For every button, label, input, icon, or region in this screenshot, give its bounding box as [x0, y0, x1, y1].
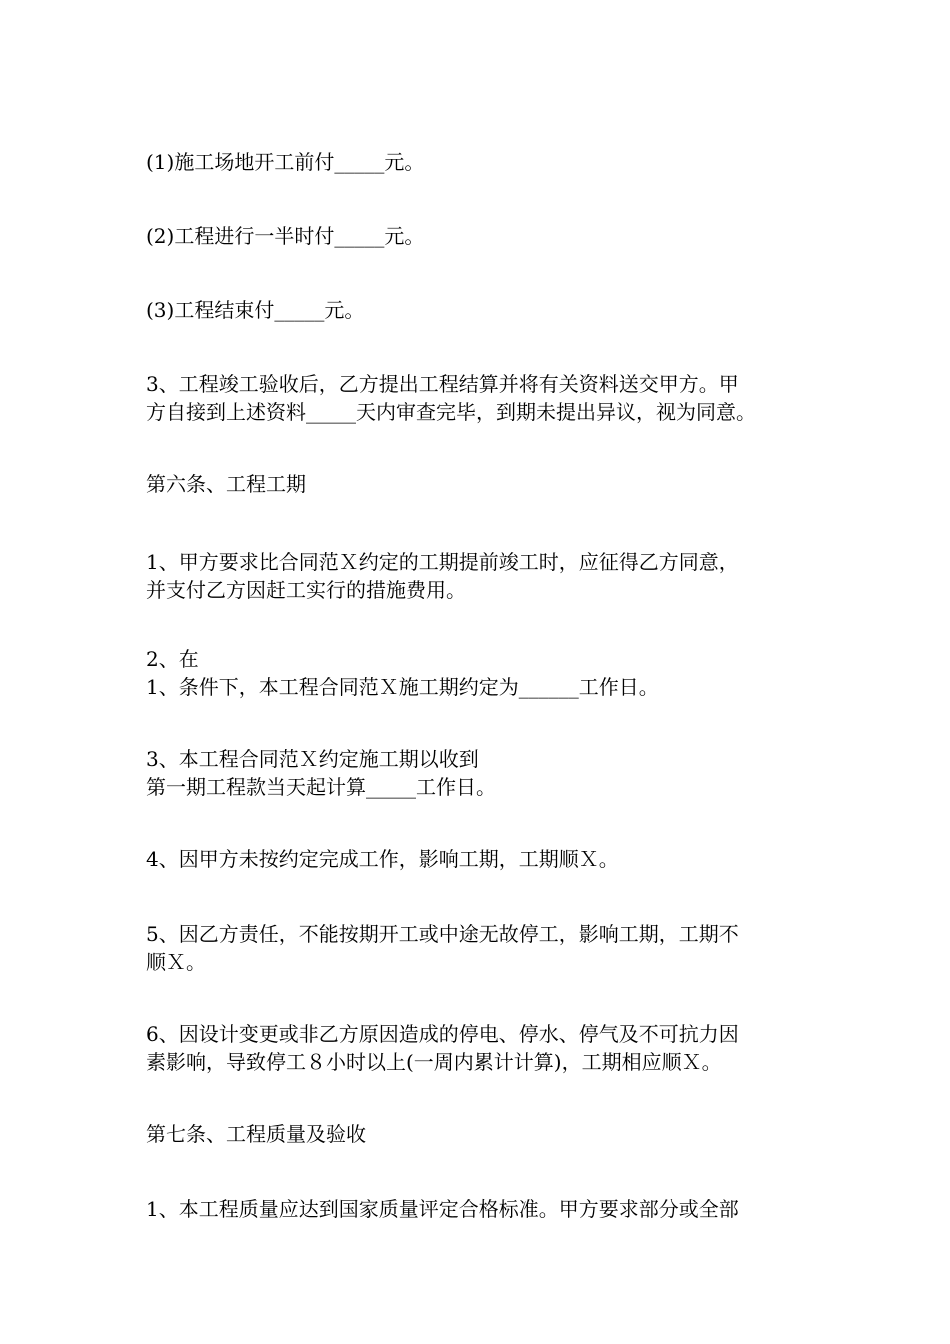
section-title: 第六条、工程工期	[146, 472, 306, 496]
clause-early-completion	[146, 548, 836, 604]
payment-item-2	[146, 222, 836, 250]
text-line: 1、甲方要求比合同范Ｘ约定的工期提前竣工时，应征得乙方同意，	[146, 550, 739, 574]
text-line: 第一期工程款当天起计算_____工作日。	[146, 775, 496, 799]
text-line: 3、本工程合同范Ｘ约定施工期以收到	[146, 747, 479, 771]
text-line: 4、因甲方未按约定完成工作，影响工期，工期顺Ｘ。	[146, 847, 619, 871]
section-heading-six	[146, 470, 836, 498]
clause-settlement	[146, 370, 836, 426]
clause-party-b-delay	[146, 920, 836, 976]
text-line: 顺Ｘ。	[146, 950, 206, 974]
section-heading-seven	[146, 1120, 836, 1148]
section-title: 第七条、工程质量及验收	[146, 1122, 366, 1146]
clause-quality-standard	[146, 1195, 836, 1223]
text-line: (1)施工场地开工前付_____元。	[146, 150, 425, 174]
text-line: 1、条件下，本工程合同范Ｘ施工期约定为______工作日。	[146, 675, 659, 699]
text-line: 素影响，导致停工８小时以上(一周内累计计算)，工期相应顺Ｘ。	[146, 1050, 722, 1074]
payment-item-1	[146, 148, 836, 176]
text-line: 6、因设计变更或非乙方原因造成的停电、停水、停气及不可抗力因	[146, 1022, 739, 1046]
text-line: 5、因乙方责任，不能按期开工或中途无故停工，影响工期，工期不	[146, 922, 739, 946]
text-line: 3、工程竣工验收后，乙方提出工程结算并将有关资料送交甲方。甲	[146, 372, 739, 396]
text-line: 2、在	[146, 647, 199, 671]
text-line: 1、本工程质量应达到国家质量评定合格标准。甲方要求部分或全部	[146, 1197, 739, 1221]
clause-party-a-delay	[146, 845, 836, 873]
text-line: (3)工程结束付_____元。	[146, 298, 365, 322]
text-line: 并支付乙方因赶工实行的措施费用。	[146, 578, 466, 602]
clause-period-start	[146, 745, 836, 801]
text-line: (2)工程进行一半时付_____元。	[146, 224, 425, 248]
clause-force-majeure	[146, 1020, 836, 1076]
payment-item-3	[146, 296, 836, 324]
text-line: 方自接到上述资料_____天内审查完毕，到期未提出异议，视为同意。	[146, 400, 756, 424]
clause-construction-period	[146, 645, 836, 701]
